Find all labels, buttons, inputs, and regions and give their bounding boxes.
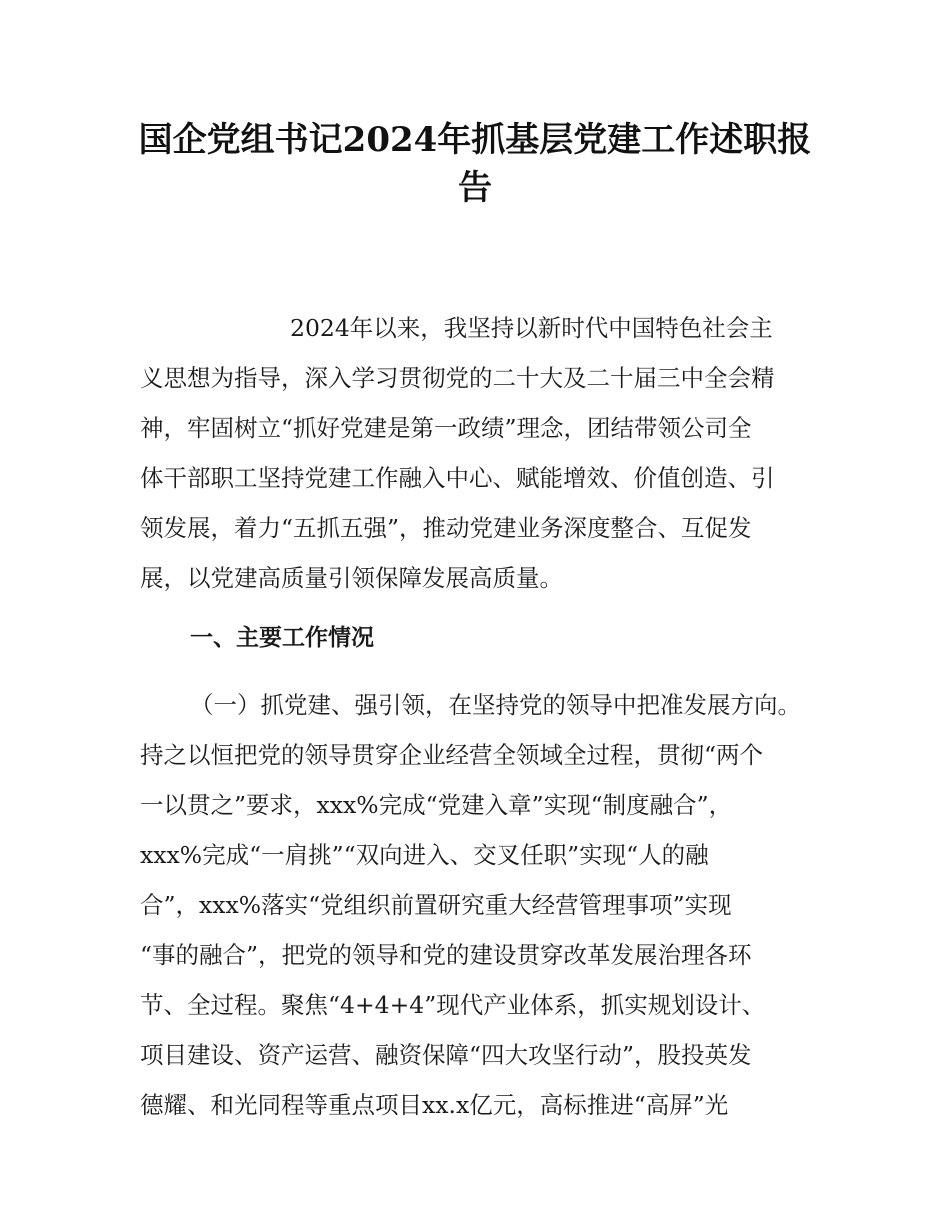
- intro-line: 义思想为指导，深入学习贯彻党的二十大及二十届三中全会精: [140, 364, 775, 392]
- body-line: 德耀、和光同程等重点项目xx.x亿元，高标推进“高屏”光: [140, 1091, 729, 1119]
- intro-line: 展，以党建高质量引领保障发展高质量。: [140, 564, 563, 592]
- body-line: （一）抓党建、强引领，在坚持党的领导中把准发展方向。: [190, 691, 801, 719]
- body-line: 节、全过程。聚焦“4+4+4”现代产业体系，抓实规划设计、: [140, 991, 766, 1019]
- intro-line: 体干部职工坚持党建工作融入中心、赋能增效、价值创造、引: [140, 464, 775, 492]
- body-line: “事的融合”，把党的领导和党的建设贯穿改革发展治理各环: [140, 941, 752, 969]
- body-line: 一以贯之”要求，xxx%完成“党建入章”实现“制度融合”，: [140, 791, 733, 819]
- body-line: xxx%完成“一肩挑”“双向进入、交叉任职”实现“人的融: [140, 841, 709, 869]
- intro-line: 2024年以来，我坚持以新时代中国特色社会主: [290, 314, 773, 342]
- body-line: 持之以恒把党的领导贯穿企业经营全领域全过程，贯彻“两个: [140, 741, 764, 769]
- intro-line: 领发展，着力“五抓五强”，推动党建业务深度整合、互促发: [140, 514, 752, 542]
- document-title-line-2: 告: [458, 168, 492, 208]
- body-line: 合”，xxx%落实“党组织前置研究重大经营管理事项”实现: [140, 891, 732, 919]
- section-heading: 一、主要工作情况: [190, 625, 374, 651]
- intro-line: 神，牢固树立“抓好党建是第一政绩”理念，团结带领公司全: [140, 414, 752, 442]
- body-line: 项目建设、资产运营、融资保障“四大攻坚行动”，股投英发: [140, 1041, 752, 1069]
- document-title-line-1: 国企党组书记2024年抓基层党建工作述职报: [138, 120, 812, 160]
